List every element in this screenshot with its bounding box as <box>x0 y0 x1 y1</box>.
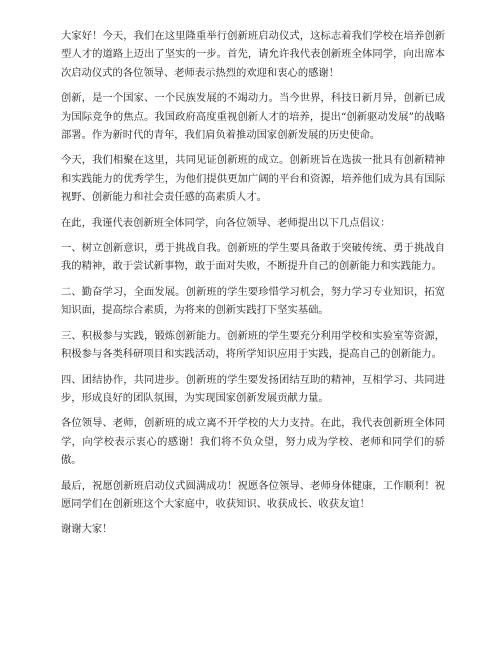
paragraph-proposal-4: 四、团结协作，共同进步。创新班的学生要发扬团结互助的精神，互相学习、共同进步，形成良好的团队氛围，为实现国家创新发展贡献力量。 <box>61 373 445 404</box>
paragraph-proposal-3: 三、积极参与实践，锻炼创新能力。创新班的学生要充分利用学校和实验室等资源，积极参与各类科研项目和实践活动，将所学知识应用于实践，提高自己的创新能力。 <box>61 329 445 361</box>
paragraph-class-founding: 今天，我们相聚在这里，共同见证创新班的成立。创新班旨在选拔一批具有创新精神和实践能力的优秀学生，为他们提供更加广阔的平台和资源，培养他们成为具有国际视野、创新能力和社会责任感的高素质人才。 <box>61 154 445 204</box>
paragraph-proposal-1: 一、树立创新意识，勇于挑战自我。创新班的学生要具备敢于突破传统、勇于挑战自我的精神，敢于尝试新事物，敢于面对失败，不断提升自己的创新能力和实践能力。 <box>61 242 445 273</box>
paragraph-closing-wishes: 最后，祝愿创新班启动仪式圆满成功！祝愿各位领导、老师身体健康，工作顺利！祝愿同学们在创新班这个大家庭中，收获知识、收获成长、收获友谊！ <box>61 479 445 510</box>
paragraph-thank-you: 谢谢大家！ <box>61 523 113 536</box>
paragraph-proposal-intro: 在此，我谨代表创新班全体同学，向各位领导、老师提出以下几点倡议： <box>61 216 391 229</box>
paragraph-thanks-school: 各位领导、老师，创新班的成立离不开学校的大力支持。在此，我代表创新班全体同学，向学校表示衷心的感谢！我们将不负众望，努力成为学校、老师和同学们的骄傲。 <box>61 417 445 467</box>
document-body <box>61 27 445 546</box>
paragraph-innovation-drive: 创新，是一个国家、一个民族发展的不竭动力。当今世界，科技日新月异，创新已成为国际竞争的焦点。我国政府高度重视创新人才的培养，提出“创新驱动发展”的战略部署。作为新时代的青年，我们肩负着推动国家创新发展的历史使命。 <box>61 92 445 142</box>
paragraph-greeting: 大家好！今天，我们在这里隆重举行创新班启动仪式，这标志着我们学校在培养创新型人才的道路上迈出了坚实的一步。首先，请允许我代表创新班全体同学，向出席本次启动仪式的各位领导、老师表示热烈的欢迎和衷心的感谢！ <box>61 30 445 79</box>
paragraph-proposal-2: 二、勤奋学习，全面发展。创新班的学生要珍惜学习机会，努力学习专业知识，拓宽知识面，提高综合素质，为将来的创新实践打下坚实基础。 <box>61 285 445 317</box>
